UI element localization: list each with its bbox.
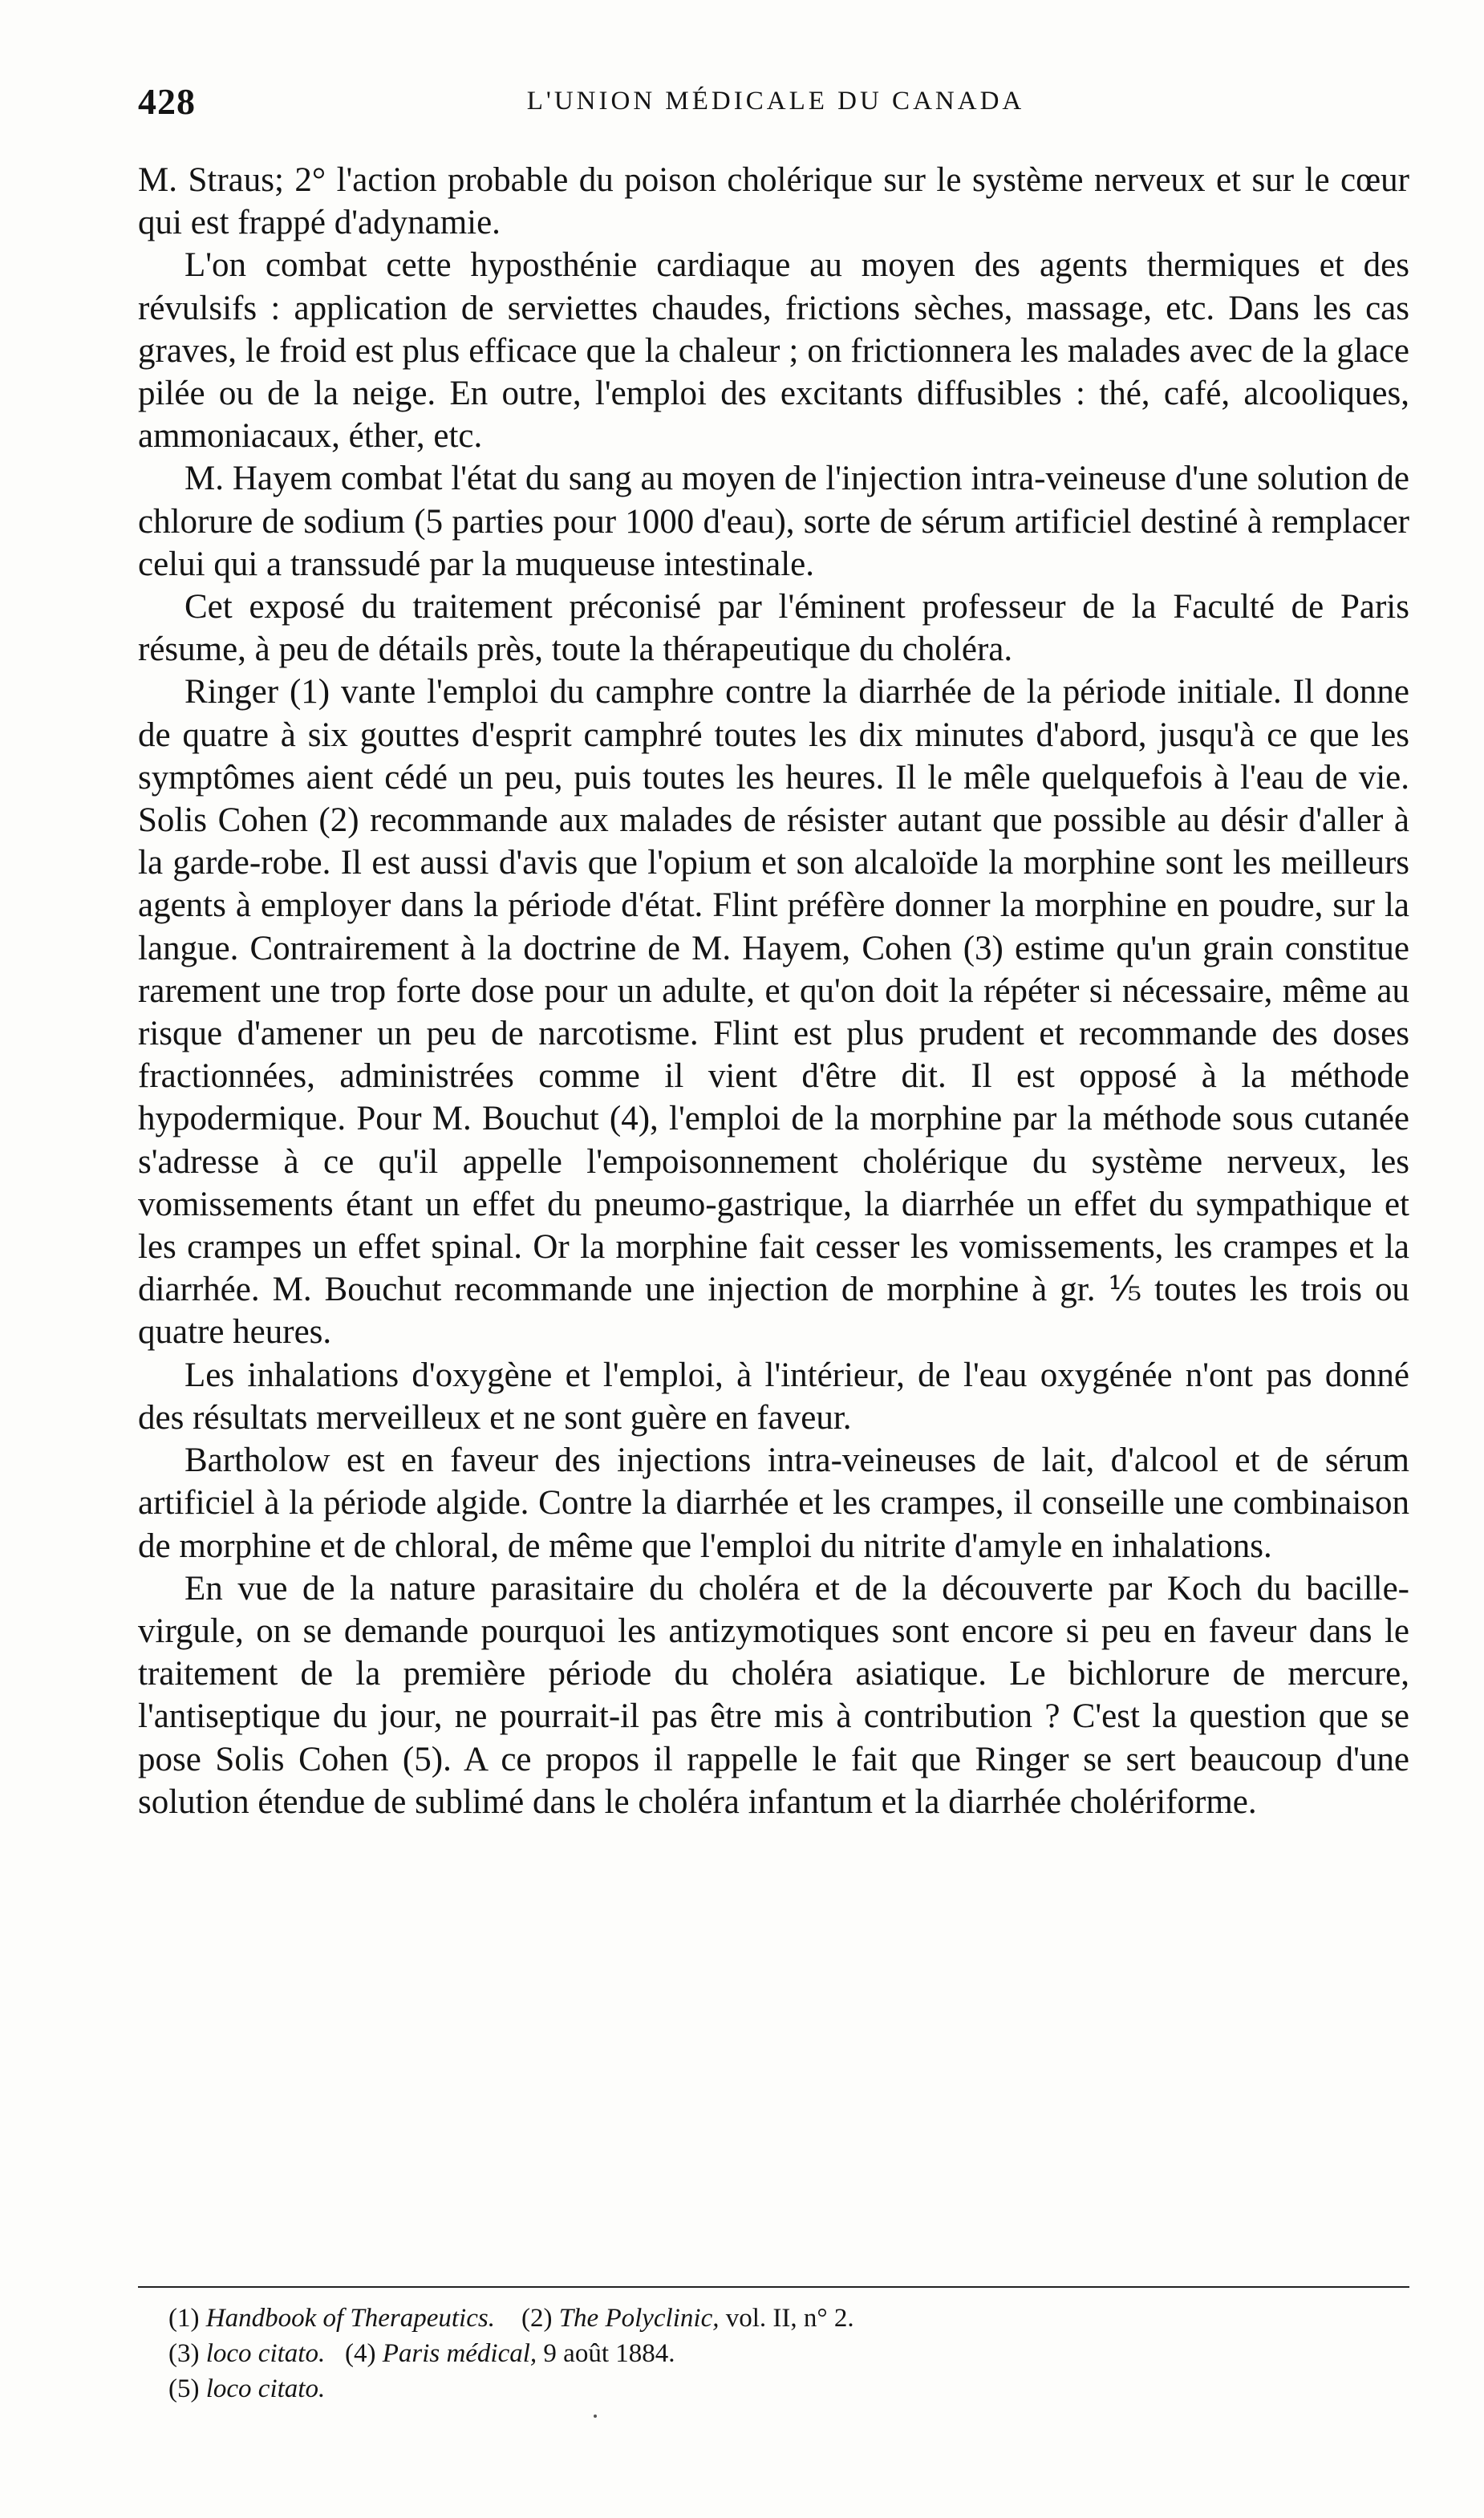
footnote-separator	[138, 2286, 1409, 2288]
footnote	[168, 2371, 1372, 2406]
body-text	[138, 159, 1409, 1823]
paragraph: En vue de la nature parasitaire du choléra et de la découverte par Koch du bacille-virgule, on se demande pourquoi les antizymotiques sont encore si peu en faveur dans le traitement de la première période du choléra asiatique. Le bichlorure de mercure, l'antiseptique du jour, ne pourrait-il pas être mis à contribution ? C'est la question que se pose Solis Cohen (5). A ce propos il rappelle le fait que Ringer se sert beaucoup d'une solution étendue de sublimé dans le choléra infantum et la diarrhée cholériforme.	[138, 1569, 1409, 1821]
print-speck	[594, 2415, 597, 2418]
paragraph: Cet exposé du traitement préconisé par l'éminent professeur de la Faculté de Paris résume, à peu de détails près, toute la thérapeutique du choléra.	[138, 588, 1409, 669]
footnote-source: loco citato.	[205, 2374, 326, 2403]
paragraph: M. Hayem combat l'état du sang au moyen de l'injection intra-veineuse d'une solution de chlorure de sodium (5 parties pour 1000 d'eau), sorte de sérum artificiel destiné à remplacer celui qui a transsudé par la muqueuse intestinale.	[138, 460, 1409, 583]
footnote-source: Paris médical,	[382, 2339, 537, 2368]
footnotes	[168, 2301, 1372, 2406]
footnote-source: Handbook of Therapeutics.	[205, 2304, 495, 2333]
paragraph: Bartholow est en faveur des injections intra-veineuses de lait, d'alcool et de sérum artificiel à la période algide. Contre la diarrhée et les crampes, il conseille une combinaison de morphine et de chloral, de même que l'emploi du nitrite d'amyle en inhalations.	[138, 1441, 1409, 1565]
paragraph: Ringer (1) vante l'emploi du camphre contre la diarrhée de la période initiale. Il donne de quatre à six gouttes d'esprit camphré toutes les dix minutes d'abord, jusqu'à ce que les symptômes aient cédé un peu, puis toutes les heures. Il le mêle quelquefois à l'eau de vie. Solis Cohen (2) recommande aux malades de résister autant que possible au désir d'aller à la garde-robe. Il est aussi d'avis que l'opium et son alcaloïde la morphine sont les meilleurs agents à employer dans la période d'état. Flint préfère donner la morphine en poudre, sur la langue. Contrairement à la doctrine de M. Hayem, Cohen (3) estime qu'un grain constitue rarement une trop forte dose pour un adulte, et qu'on doit la répéter si nécessaire, même au risque d'amener un peu de narcotisme. Flint est plus prudent et recommande des doses fractionnées, administrées comme il vient d'être dit. Il est opposé à la méthode hypodermique. Pour M. Bouchut (4), l'emploi de la morphine par la méthode sous cutanée s'adresse à ce qu'il appelle l'empoisonnement cholérique du système nerveux, les vomissements étant un effet du pneumo-gastrique, la diarrhée un effet du sympathique et les crampes un effet spinal. Or la morphine fait cesser les vomissements, les crampes et la diarrhée. M. Bouchut recommande une injection de morphine à gr. ⅕ toutes les trois ou quatre heures.	[138, 673, 1409, 1352]
paragraph: M. Straus; 2° l'action probable du poison cholérique sur le système nerveux et sur le cœur qui est frappé d'adynamie.	[138, 161, 1409, 242]
page-header	[138, 80, 1413, 128]
paragraph: Les inhalations d'oxygène et l'emploi, à l'intérieur, de l'eau oxygénée n'ont pas donné des résultats merveilleux et ne sont guère en faveur.	[138, 1356, 1409, 1437]
footnote-detail: 9 août 1884.	[537, 2339, 675, 2368]
footnote-detail: vol. II, n° 2.	[719, 2304, 854, 2333]
paragraph: L'on combat cette hyposthénie cardiaque au moyen des agents thermiques et des révulsifs : application de serviettes chaudes, frictions sèches, massage, etc. Dans les cas graves, le froid est plus efficace que la chaleur ; on frictionnera les malades avec de la glace pilée ou de la neige. En outre, l'emploi des excitants diffusibles : thé, café, alcooliques, ammoniacaux, éther, etc.	[138, 246, 1409, 456]
footnote-number: (3)	[168, 2339, 200, 2368]
footnote-source: loco citato.	[205, 2339, 326, 2368]
footnote-number: (1)	[168, 2304, 200, 2333]
running-head: L'UNION MÉDICALE DU CANADA	[526, 87, 1025, 116]
footnote-rule	[138, 2286, 1409, 2288]
footnote-number: (5)	[168, 2374, 200, 2403]
page-number: 428	[138, 81, 196, 122]
footnote-number: (4)	[344, 2339, 376, 2368]
footnote	[168, 2301, 1372, 2336]
footnote-number: (2)	[521, 2304, 553, 2333]
footnote-source: The Polyclinic,	[558, 2304, 720, 2333]
footnote	[168, 2336, 1372, 2371]
